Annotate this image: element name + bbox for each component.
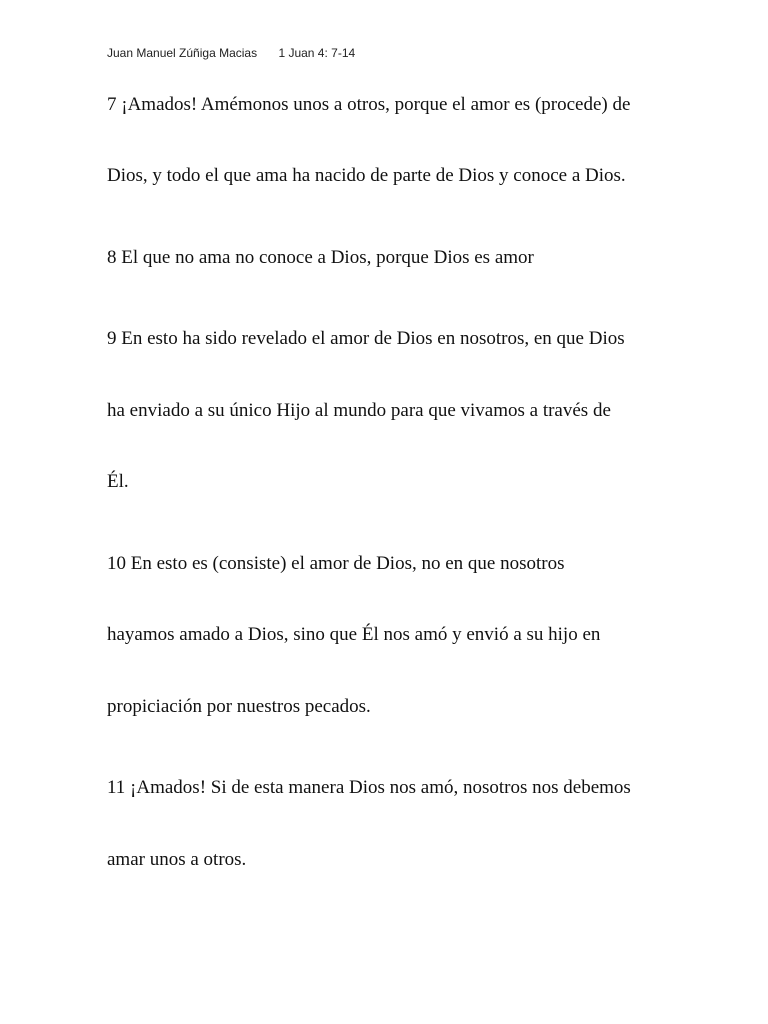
verse-11-line-2: amar unos a otros.	[107, 849, 247, 870]
verse-10-line-3: propiciación por nuestros pecados.	[107, 696, 371, 717]
verse-8-line-1: 8 El que no ama no conoce a Dios, porque Dios es amor	[107, 247, 534, 268]
header-author: Juan Manuel Zúñiga Macias	[107, 46, 258, 60]
verse-11-line-1: 11 ¡Amados! Si de esta manera Dios nos amó, nosotros nos debemos	[107, 777, 631, 798]
verse-9-line-2: ha enviado a su único Hijo al mundo para que vivamos a través de	[107, 400, 611, 421]
verse-7-line-1: 7 ¡Amados! Amémonos unos a otros, porque el amor es (procede) de	[107, 94, 631, 115]
verse-9-line-3: Él.	[107, 471, 129, 492]
verse-7-line-2: Dios, y todo el que ama ha nacido de parte de Dios y conoce a Dios.	[107, 165, 626, 186]
verse-9-line-1: 9 En esto ha sido revelado el amor de Dios en nosotros, en que Dios	[107, 328, 625, 349]
page-header	[107, 46, 355, 60]
verse-10-line-2: hayamos amado a Dios, sino que Él nos amó y envió a su hijo en	[107, 624, 601, 645]
header-reference: 1 Juan 4: 7-14	[278, 46, 356, 60]
verse-10-line-1: 10 En esto es (consiste) el amor de Dios, no en que nosotros	[107, 553, 565, 574]
